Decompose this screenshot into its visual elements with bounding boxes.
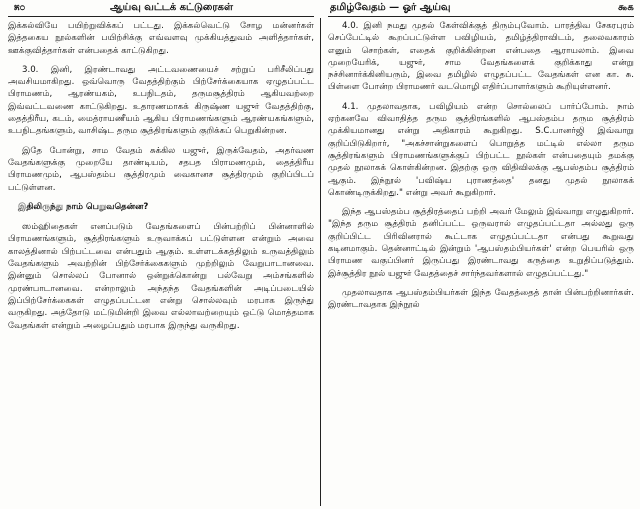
left-paragraph-5: ஸம்ஹிதைகள் எனப்படும் வேதங்களைப் பின்பற்றிப் பின்னாளில் பிராமணங்களும், சூத்திரங்களும் உருவாக்கப் பட்டுள்ளன என்றும் அவை காலத்தினால் பிற்பட்டவை என்பதும் ஆகும். உள்ளடக்கத்திலும் உருவத்திலும் வேதங்களும் அவற்றின் பிற்சேர்க்கைகளும் முற்றிலும் வேறுபாடானவை. இன்னும் சொல்லப் போனால் ஒன்றுக்கொன்று பல்வேறு அம்சங்களில் முரண்பாடானவை. என்றாலும் அந்தந்த வேதங்களின் அடிப்படையில் இப்பிற்சேர்க்கைகள் எழுதப்பட்டன என்று சொல்லவும் மரபாக இருந்து வருகிறது. அத்தோடு மட்டுமின்றி இவை எல்லாவற்றையும் ஒட்டு மொத்தமாக வேதங்கள் என்றும் அழைப்பதும் மரபாக இருந்து வருகிறது. [8, 222, 314, 331]
right-running-title: தமிழ்வேதம் — ஓர் ஆய்வு [330, 2, 451, 13]
left-paragraph-2: 3.0. இனி, இரண்டாவது அட்டவணையைச் சற்றுப் பரிசீலிப்பது அவசியமாகிறது. ஒவ்வொரு வேதத்திற்கும் பிற்சேர்க்கையாக ஏழுதப்பட்ட பிராமணம், ஆரண்யகம், உபநிடதம், தருமசூத்திரம் ஆகியவற்றை இவ்வட்டவணை காட்டுகிறது. உதாரணமாகக் கிருஷ்ண யஜுர் வேதத்திற்கு, தைத்திரீய, கடம், மைத்ராயணீயம் ஆகிய பிராமணங்களும் ஆரண்யகங்களும், உபநிடதங்களும், வாசிஷ்ட தரும சூத்திரங்களும் குறிக்கப் பெறுகின்றன. [8, 64, 314, 137]
right-paragraph-1: 4.0. இனி நமது முதல் கேள்விக்குத் திரும்புவோம். பாரத்திவ சேகரபுரம் செப்பேட்டில் கூறப்பட்டுள்ள பவிழியம், தமிழ்த்திராவிடம், தலைவகாரம் எனும் சொற்கள், எதைக் குறிக்கின்றன என்பதை ஆராயலாம். இவை முறையேரிக், யஜுர், சாம வேதங்களைக் குறிக்காது என்று நச்சினார்க்கினியரும், இவை தமிழில் எழுதப்பட்ட வேதங்கள் என கா. சு. பிள்ளை போன்ற பிராமணர் வடமொழி எதிர்ப்பாளர்களும் கூறியுள்ளனர். [328, 21, 634, 93]
right-header-rule [328, 16, 634, 17]
right-paragraph-3: இந்த ஆபஸ்தம்ப சூத்திரத்தைப் பற்றி அவர் மேலும் இவ்வாறு எழுதுகிறார். "இந்த தரும சூத்திரம் தனிப்பட்ட ஒருவரால் எழுதப்பட்டதா அல்லது ஒரு குறிப்பிட்ட பிரிவினரால் கூட்டாக எழுதப்பட்டதா என்பது கூறுவது கடினமாகும். தென்னாட்டில் இன்றும் 'ஆபஸ்தம்பியர்கள்' என்ற பெயரில் ஒரு பிராமண வகுப்பினர் இருப்பது இரண்டாவது கருத்தை உறுதிப்படுத்தும். இச்சூத்திர நூல் யஜுர் வேதத்தைச் சார்ந்தவர்களால் எழுதப்பட்டது." [328, 207, 634, 279]
left-running-title: ஆய்வு வட்டக் கட்டுரைகள் [110, 2, 233, 13]
right-paragraph-2: 4.1. முதலாவதாக, பவிழியம் என்ற சொல்லைப் பார்ப்போம். நாம் ஏற்கனவே விவாதித்த தரும சூத்திரங்களில் ஆபஸ்தம்ப தரும சூத்திரம் முக்கியமானது என்று அதிகாரம் கூறுகிறது. S.C.பானர்ஜி இவ்வாறு குறிப்பிடுகிறார், "அகச்சான்றுகளைப் பொறுத்த மட்டில் எல்லா தரும சூத்திரங்களும் பிராமணங்களுக்குப் பிற்பட்ட நூல்கள் என்பதையும் தமக்கு முதல் நூலாகக் கொள்கின்றன. இதற்கு ஒரு விதிவிலக்கு ஆபஸ்தம்ப சூத்திரம் ஆகும். இந்நூல் 'பவிஷ்ய புராணத்தை' தனது முதல் நூலாகக் கொண்டிருக்கிறது." என்று அவர் கூறுகிறார். [328, 101, 634, 198]
right-paragraph-4: முதலாவதாக ஆபஸ்தம்பியர்கள் இந்த வேதத்தைத் தான் பின்பற்றினார்கள். இரண்டாவதாக இந்நூல் [328, 287, 634, 311]
left-header-rule [8, 16, 314, 17]
left-paragraph-3: இதே போன்று, சாம வேதம் சுக்கில யஜுர், இருக்வேதம், அதர்வண வேதங்களுக்கு முறையே தாண்டியம், சதபத பிராமணமும், தைத்திரீய பிராமணமும், ஆபஸ்தம்ப சூத்திரமும் வைகானச சூத்திரமும் குறிப்பிடப் பட்டுள்ளன. [8, 145, 314, 193]
left-page-column [8, 20, 314, 506]
left-page-number: ೫೦ [14, 2, 26, 13]
right-page-number: ௯௧ [617, 2, 634, 13]
left-paragraph-1: இக்கல்வியே பயிற்றுவிக்கப் பட்டது. இக்கல்வெட்டு சோழ மன்னர்கள் இத்தகைய நூல்களின் பயிற்சிக்கு எவ்வளவு முக்கியத்துவம் அளித்தார்கள், ஊக்குவித்தார்கள் என்பதைக் காட்டுகிறது. [8, 21, 314, 56]
right-page-column [328, 20, 634, 506]
gutter-divider [320, 18, 321, 506]
left-question-heading: இதிலிருந்து நாம் பெறுவதென்ன? [18, 201, 149, 212]
